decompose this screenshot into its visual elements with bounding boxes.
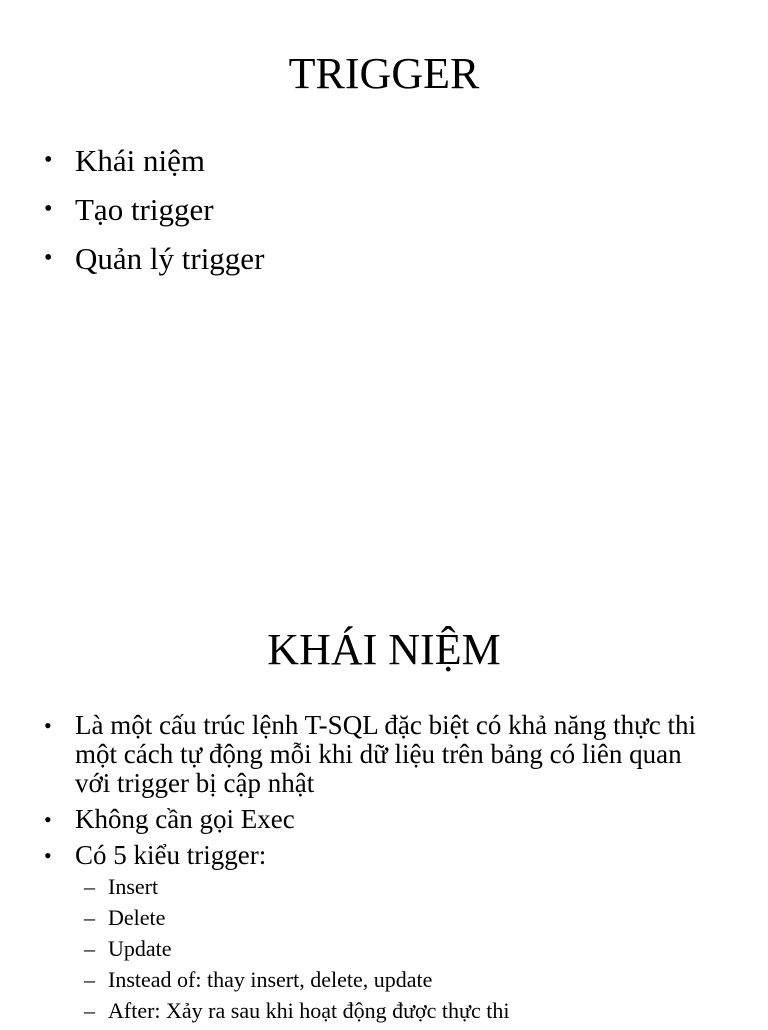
slide-trigger-overview bbox=[0, 0, 768, 512]
dash-icon: – bbox=[84, 998, 95, 1023]
bullet-text: Có 5 kiểu trigger: bbox=[75, 840, 267, 870]
bullet-text: Tạo trigger bbox=[75, 192, 214, 227]
sub-bullet-text: Delete bbox=[108, 905, 166, 930]
sub-list-item bbox=[0, 967, 633, 992]
bullet-text: Quản lý trigger bbox=[75, 241, 265, 276]
sub-list-item bbox=[0, 998, 633, 1023]
sub-list-item bbox=[0, 905, 633, 930]
slide-title: TRIGGER bbox=[288, 49, 480, 98]
bullet-text: Là một cấu trúc lệnh T-SQL đặc biệt có khả năng thực thi một cách tự động mỗi khi dữ liệu trên bảng có liên quan với trigger bị cập nhật bbox=[75, 710, 696, 798]
bullet-icon: • bbox=[44, 147, 53, 173]
sub-list-item bbox=[0, 874, 633, 899]
bullet-icon: • bbox=[44, 713, 52, 738]
slide-concept bbox=[0, 512, 768, 1024]
list-item bbox=[0, 240, 768, 277]
bullet-text: Khái niệm bbox=[75, 143, 205, 178]
bullet-list bbox=[0, 142, 768, 289]
bullet-icon: • bbox=[44, 245, 53, 271]
sub-list-item bbox=[0, 936, 633, 961]
bullet-list bbox=[0, 711, 768, 1030]
bullet-text: Không cần gọi Exec bbox=[75, 804, 295, 834]
list-item bbox=[0, 841, 768, 1023]
slide-title: KHÁI NIỆM bbox=[267, 625, 501, 674]
dash-icon: – bbox=[84, 905, 95, 930]
list-item bbox=[0, 711, 768, 798]
sub-bullet-text: Update bbox=[108, 936, 172, 961]
bullet-icon: • bbox=[44, 196, 53, 222]
bullet-icon: • bbox=[44, 807, 52, 832]
sub-bullet-list bbox=[0, 874, 633, 1023]
dash-icon: – bbox=[84, 874, 95, 899]
list-item bbox=[0, 142, 768, 179]
sub-bullet-text: Insert bbox=[108, 874, 159, 899]
list-item bbox=[0, 191, 768, 228]
list-item bbox=[0, 805, 768, 834]
sub-bullet-text: After: Xảy ra sau khi hoạt động được thực thi bbox=[108, 998, 510, 1023]
dash-icon: – bbox=[84, 967, 95, 992]
dash-icon: – bbox=[84, 936, 95, 961]
bullet-icon: • bbox=[44, 843, 52, 868]
sub-bullet-text: Instead of: thay insert, delete, update bbox=[108, 967, 433, 992]
